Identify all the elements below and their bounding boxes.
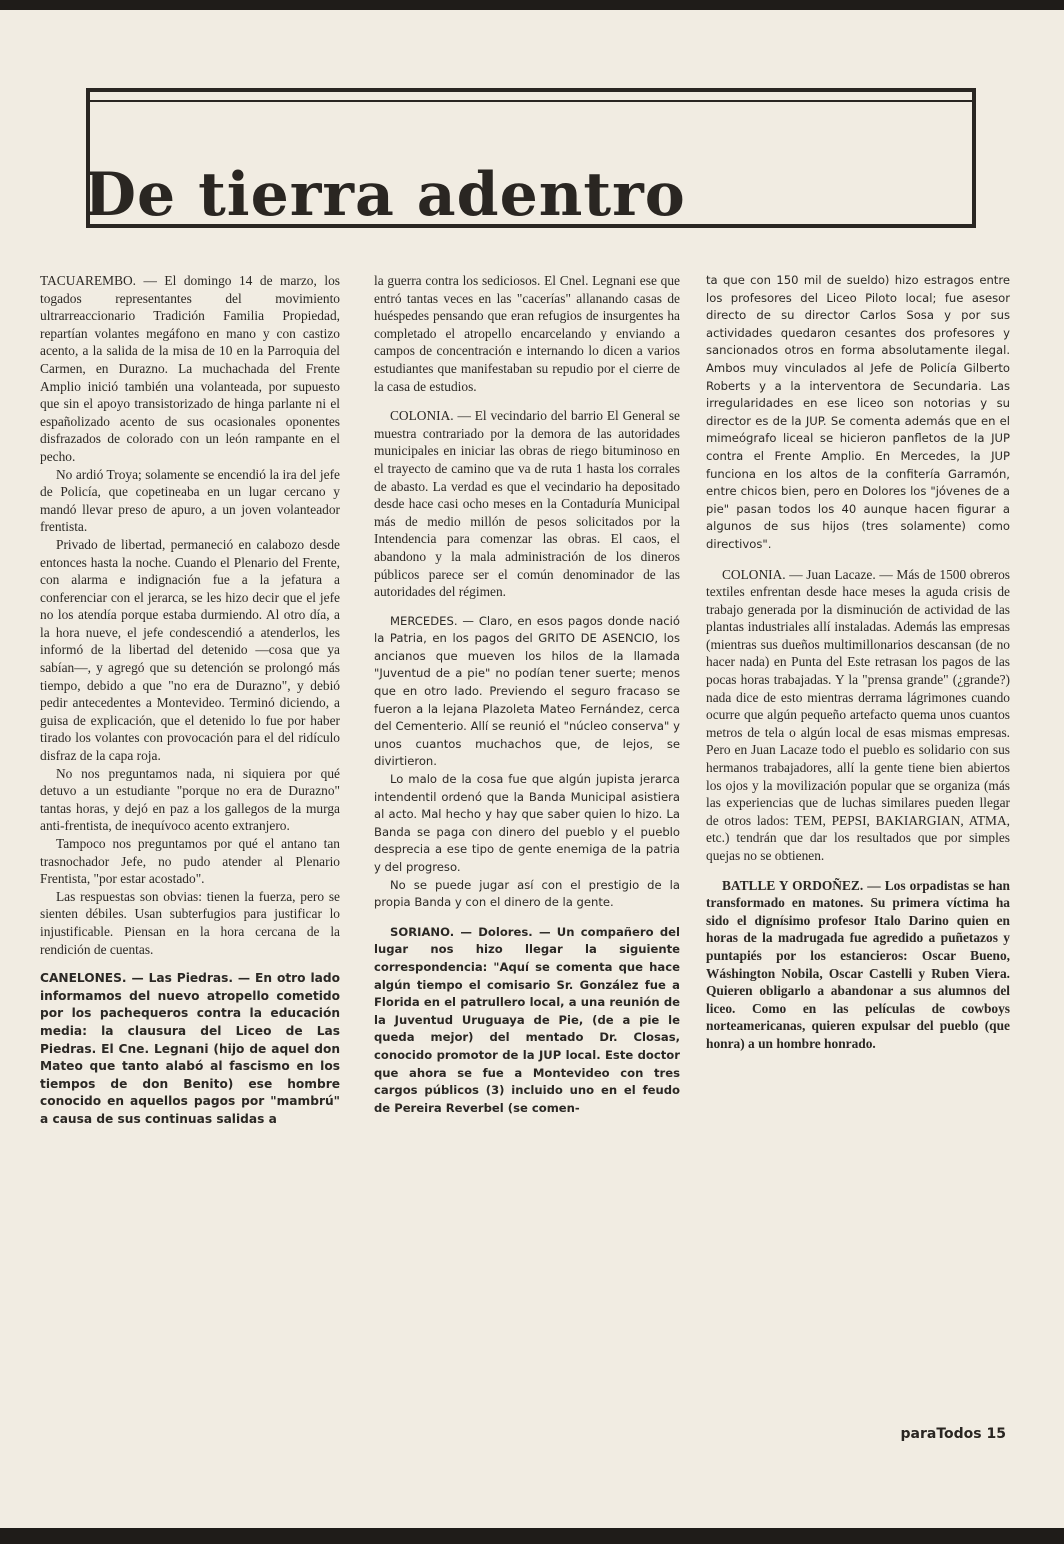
article-juan-lacaze: COLONIA. — Juan Lacaze. — Más de 1500 obreros textiles enfrentan desde hace meses la aguda crisis de trabajo generada por la disminución de actividad de las plantas industriales allí instaladas. Además las empresas (mientras sus dueños multimillonarios descansan (de no hacer nada) en Punta del Este retrasan los pagos de las pocas horas trabajadas. Y la "prensa grande" (¿grande?) nada dice de esto mientras derrama lágrimones cuando ocurre que algún pequeño artefacto quema unos cuantos metros de tela o algún local de esas mismas empresas. Pero en Juan Lacaze todo el pueblo es solidario con sus hermanos trabajadores, allí la gente tiene bien abiertos los ojos y la movilización popular que se organiza (más las experiencias que de luchas similares pueden llegar de otros lados: TEM, PEPSI, BAKIARGIAN, ATMA, etc.) tendrán que dar los resultados que por simples quejas no se obtienen. [706,566,1010,863]
paragraph: la guerra contra los sediciosos. El Cnel. Legnani ese que entró tantas veces en las "cacerías" allanando casas de huéspedes pensando que eran refugios de insurgentes ha completado el atropello encarcelando y enviando a campos de concentración e internando lo dicen a varios estudiantes que manifestaban su repudio por el cierre de la casa de estudios. [374,273,680,394]
article-batlle-y-ordonez: BATLLE Y ORDOÑEZ. — Los orpadistas se han transformado en matones. Su primera víctima ha sido el dignísimo profesor Italo Darino quien en horas de la madrugada fue agredido a puñetazos y puntapiés por los estancieros: Oscar Bueno, Wáshington Nobila, Oscar Castelli y Ruben Viera. Quieren obligarlo a abandonar a sus alumnos del liceo. Como en las películas de cowboys norteamericanas, quieren expulsar del pueblo (que honra) a un hombre honrado. [706,877,1010,1051]
top-border [0,0,1064,10]
column-2 [374,272,680,1117]
magazine-name: paraTodos [900,1426,982,1442]
article-canelones: CANELONES. — Las Piedras. — En otro lado informamos del nuevo atropello cometido por los pachequeros contra la educación media: la clausura del Liceo de Las Piedras. El Cne. Legnani (hijo de aquel don Mateo que tanto alabó al fascismo en los tiempos de don Benito) ese hombre conocido en aquellos pagos por "mambrú" a causa de sus continuas salidas a [40,971,340,1126]
paragraph: No nos preguntamos nada, ni siquiera por qué detuvo a un estudiante "porque no era de Durazno" tantas horas, y dejó en paz a los gallegos de la murga anti-frentista, de inequívoco acento extranjero. [40,765,340,834]
column-1 [40,272,340,1129]
paragraph: Lo malo de la cosa fue que algún jupista jerarca intendentil ordenó que la Banda Municipal asistiera al acto. Mal hecho y hay que saber quien lo hizo. La Banda se paga con dinero del pueblo y el pueblo desprecia a ese tipo de gente enemiga de la patria y del progreso. [374,772,680,874]
page-title: De tierra adentro [84,160,686,230]
column-3 [706,272,1010,1053]
article-mercedes: MERCEDES. — Claro, en esos pagos donde nació la Patria, en los pagos del GRITO DE ASENCIO, los ancianos que mueven los hilos de la llamada "Juventud de a pie" no podían tener suerte; menos que en otro lado. Previendo el seguro fracaso se fueron a la lejana Plazoleta Mateo Fernández, cerca del Cementerio. Allí se reunió el "núcleo conserva" y unos cuantos muchachos que, de lejos, se divirtieron. [374,613,680,769]
page-footer [901,1426,1006,1442]
bottom-border [0,1528,1064,1544]
article-colonia: COLONIA. — El vecindario del barrio El General se muestra contrariado por la demora de las autoridades municipales en iniciar las obras de riego bituminoso en el trayecto de camino que va de ruta 1 hasta los corrales de abasto. La verdad es que el vecindario ha depositado desde hace casi ocho meses en la Contaduría Municipal más de medio millón de pesos solicitados por la Intendencia para comenzar las obras. El caos, el abandono y la mala administración de los dineros públicos parece ser el común denominador de las autoridades del régimen. [374,408,680,600]
paragraph: Privado de libertad, permaneció en calabozo desde entonces hasta la noche. Cuando el Plenario del Frente, con alarma e indignación fue a la jefatura a conferenciar con el jerarca, se les hizo decir que el jefe no los atendía porque estaba durmiendo. Al otro día, a la hora nueve, el jefe condescendió a atenderlos, les informó de la libertad del detenido —cosa que ya sabían—, y agregó que su detención se prolongó más tiempo, debido a que "no era de Durazno", y debió pedir antecedentes a Montevideo. Terminó diciendo, a guisa de explicación, que el detenido lo fue por haber tirado los volantes con provocación para el del ridículo disfraz de la capa roja. [40,536,340,764]
paragraph: ta que con 150 mil de sueldo) hizo estragos entre los profesores del Liceo Piloto local; fue asesor directo de su director Carlos Sosa y por sus actividades quedaron cesantes dos profesores y sancionados otros en forma absolutamente ilegal. Ambos muy vinculados al Jefe de Policía Gilberto Roberts y a la interventora de Secundaria. Las irregularidades en ese liceo son notorias y su director es de la JUP. Se comenta además que en el mimeógrafo liceal se hicieron panfletos de la JUP contra el Frente Amplio. En Mercedes, la JUP funciona en los altos de la confitería Garramón, entre chicos bien, pero en Dolores los "jóvenes de a pie" pasan todos los 40 aunque hacen figurar a algunos de sus hijos (tres solamente) como directivos". [706,273,1010,551]
page-number: 15 [986,1426,1006,1442]
paragraph: No se puede jugar así con el prestigio de la propia Banda y con el dinero de la gente. [374,877,680,910]
article-soriano: SORIANO. — Dolores. — Un compañero del lugar nos hizo llegar la siguiente correspondencia: "Aquí se comenta que hace algún tiempo el comisario Sr. González fue a Florida en el patrullero local, a una reunión de la Juventud Uruguaya de Pie, (de a pie le queda mejor) del mentado Dr. Closas, conocido promotor de la JUP local. Este doctor que ahora se fue a Montevideo con tres cargos públicos (3) incluido uno en el feudo de Pereira Reverbel (se comen- [374,924,680,1115]
paragraph: Tampoco nos preguntamos por qué el antano tan trasnochador Jefe, no pudo atender al Plenario Frentista, "por estar acostado". [40,836,340,887]
article-tacuarembo: TACUAREMBO. — El domingo 14 de marzo, los togados representantes del movimiento ultrarreaccionario Tradición Familia Propiedad, repartían volantes megáfono en mano y con castizo acento, a la salida de la misa de 10 en la Parroquia del Carmen, en Durazno. La muchachada del Frente Amplio inició también una volanteada, por supuesto que sin el apoyo transistorizado de hinga parlante ni el españolizado acento de sus ocasionales oponentes disfrazados de colorado con un león rampante en el pecho. [40,273,340,464]
paragraph: Las respuestas son obvias: tienen la fuerza, pero se sienten débiles. Usan subterfugios para justificar lo injustificable. Piensan en la hora cercana de la rendición de cuentas. [40,888,340,957]
paragraph: No ardió Troya; solamente se encendió la ira del jefe de Policía, que copetineaba en un lugar cercano y mandó llevar preso de apuro, a un joven volanteador frentista. [40,466,340,535]
